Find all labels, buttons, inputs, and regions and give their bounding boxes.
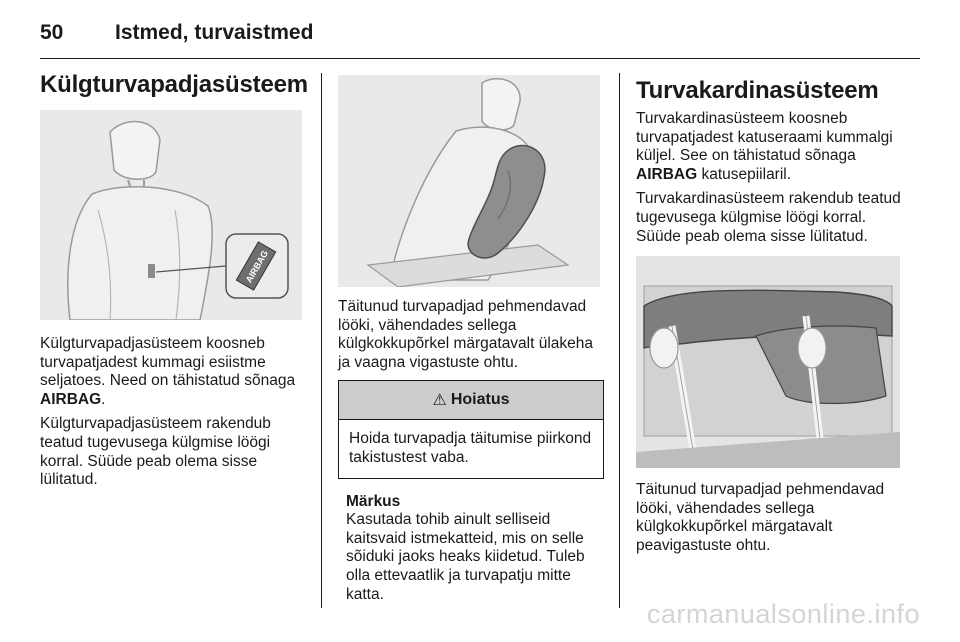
column-divider-1 <box>321 73 322 608</box>
side-airbag-paragraph-2: Külgturvapadjasüsteem rakendub teatud tugevusega külgmise löögi korral. Süüde peab olema sisse lülitatud. <box>40 415 271 489</box>
right-caption: Täitunud turvapadjad pehmendavad lööki, vähendades sellega külgkokkupõrkel märgatavalt peavigastuste ohtu. <box>636 481 885 554</box>
airbag-label-text: AIRBAG <box>243 248 271 285</box>
note-title: Märkus <box>346 492 401 510</box>
curtain-airbag-paragraph-1: Turvakardinasüsteem koosneb turvapatjadest katuseraami kummalgi küljel. See on tähistatud sõnaga AIRBAG katusepiilaril. <box>636 110 893 183</box>
airbag-label-marker <box>148 264 155 278</box>
warning-box <box>338 380 604 478</box>
curtain-airbag-paragraph-2: Turvakardinasüsteem rakendub teatud tugevusega külgmise löögi korral. Süüde peab olema sisse lülitatud. <box>636 190 901 245</box>
section-heading-curtain-airbag: Turvakardinasüsteem <box>636 77 879 104</box>
chapter-title: Istmed, turvaistmed <box>115 21 314 44</box>
warning-header <box>339 381 603 420</box>
warning-title: Hoiatus <box>450 391 510 409</box>
left-column <box>40 70 308 496</box>
curtain-airbag-illustration <box>636 256 900 468</box>
middle-caption: Täitunud turvapadjad pehmendavad lööki, vähendades sellega külgkokkupõrkel märgatavalt ülakeha ja vaagna vigastuste ohtu. <box>338 298 594 371</box>
middle-column <box>338 75 604 604</box>
inflated-airbag-illustration <box>338 75 600 287</box>
seat-illustration <box>40 110 302 320</box>
watermark: carmanualsonline.info <box>646 599 920 629</box>
curtain-airbag-figure <box>636 256 900 468</box>
page-number: 50 <box>40 21 64 44</box>
note-block <box>338 493 604 605</box>
page-header <box>40 18 313 48</box>
column-divider-2 <box>619 73 620 608</box>
seat-side-airbag-figure <box>40 110 302 320</box>
inflated-side-airbag-figure <box>338 75 600 287</box>
header-rule <box>40 58 920 59</box>
side-airbag-paragraph-1: Külgturvapadjasüsteem koosneb turvapatjadest kummagi esiistme seljatoes. Need on tähistatud sõnaga AIRBAG. <box>40 335 296 408</box>
note-text: Kasutada tohib ainult selliseid kaitsvaid istmekatteid, mis on selle sõiduki jaoks heaks kiidetud. Tuleb olla ettevaatlik ja turvapatju mitte katta. <box>346 511 585 603</box>
right-column <box>636 76 908 562</box>
warning-icon: ⚠ <box>432 392 447 410</box>
warning-text: Hoida turvapadja täitumise piirkond takistustest vaba. <box>349 430 592 466</box>
section-heading-side-airbag: Külgturvapadjasüsteem <box>40 71 308 98</box>
